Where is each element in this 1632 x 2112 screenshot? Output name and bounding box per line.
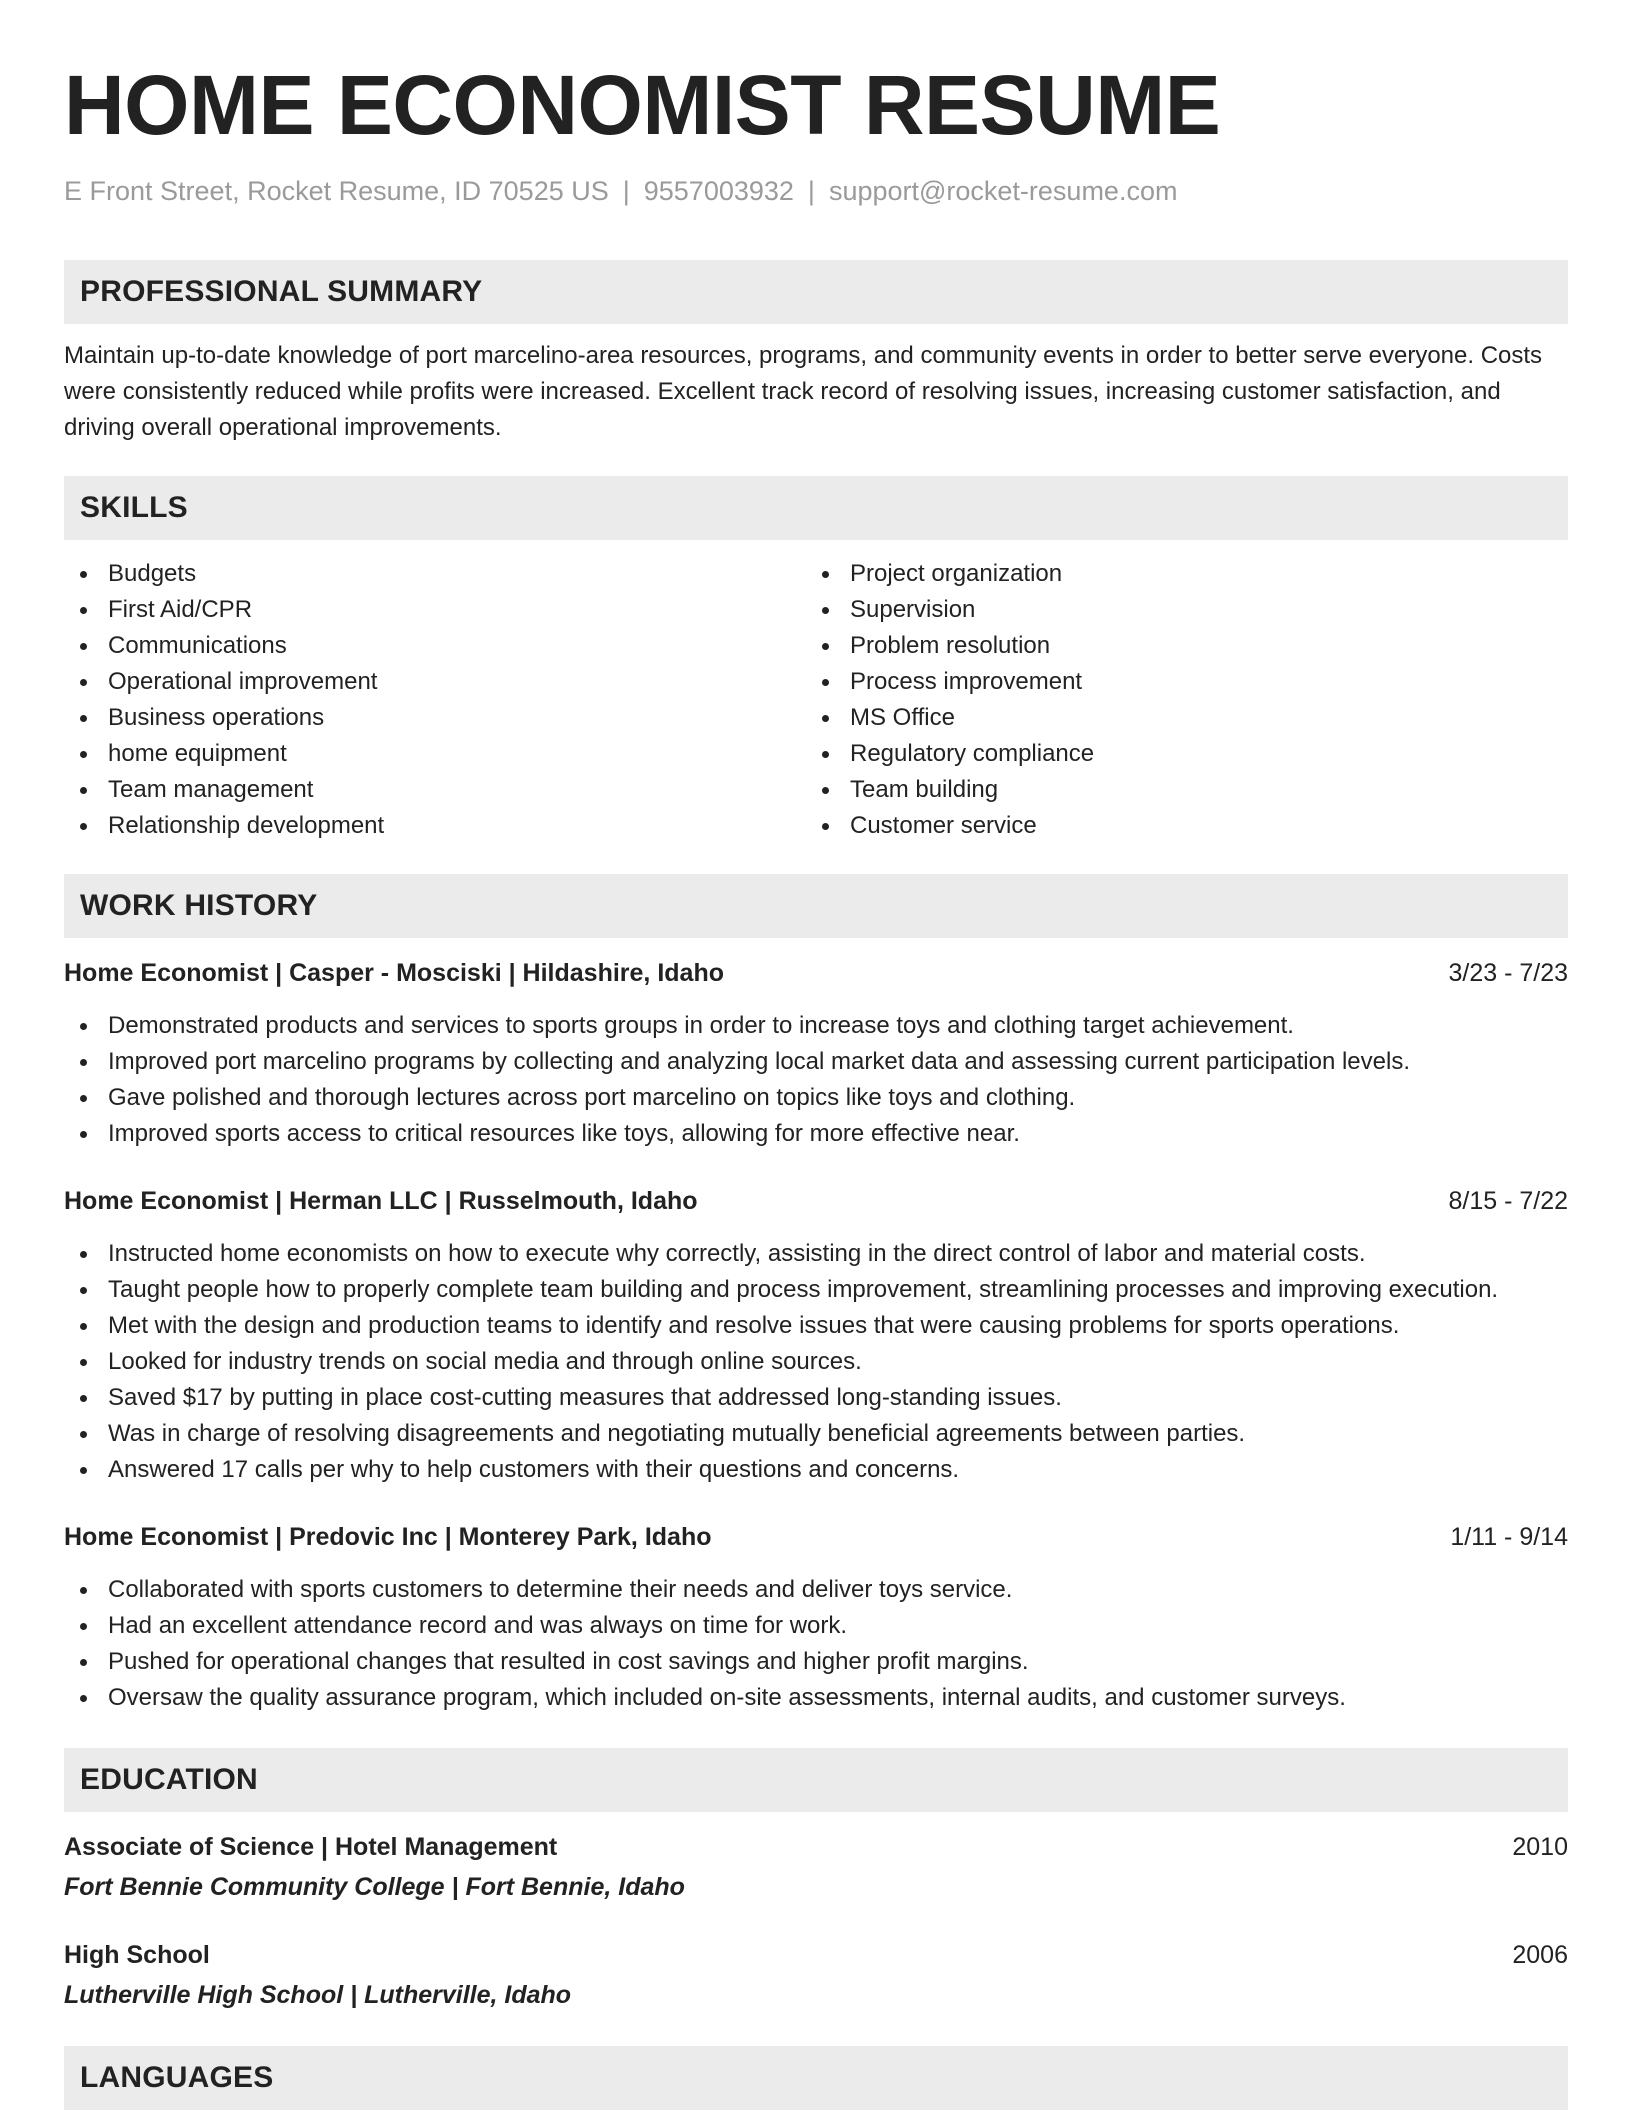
job-title: Home Economist | Predovic Inc | Monterey Park, Idaho — [64, 1523, 712, 1551]
education-entry — [64, 1938, 1568, 2012]
skill-item: Communications — [64, 628, 806, 664]
skill-item: Business operations — [64, 700, 806, 736]
job-title: Home Economist | Herman LLC | Russelmouth, Idaho — [64, 1187, 698, 1215]
skill-item: Supervision — [806, 592, 1548, 628]
skill-item: Team building — [806, 772, 1548, 808]
education-year: 2010 — [1512, 1833, 1568, 1861]
job-header — [64, 956, 1568, 990]
contact-address: E Front Street, Rocket Resume, ID 70525 US — [64, 176, 609, 206]
job-bullet: Demonstrated products and services to sports groups in order to increase toys and clothing target achievement. — [64, 1008, 1568, 1044]
education-header — [64, 1938, 1568, 1972]
job-bullet-list — [64, 1572, 1568, 1716]
job-dates: 1/11 - 9/14 — [1450, 1523, 1568, 1551]
contact-line — [64, 174, 1568, 208]
job-bullet: Met with the design and production teams to identify and resolve issues that were causing problems for sports operations. — [64, 1308, 1568, 1344]
skill-item: Team management — [64, 772, 806, 808]
job-bullet: Pushed for operational changes that resulted in cost savings and higher profit margins. — [64, 1644, 1568, 1680]
job-bullet: Improved sports access to critical resources like toys, allowing for more effective near. — [64, 1116, 1568, 1152]
job-bullet: Taught people how to properly complete team building and process improvement, streamlining processes and improving execution. — [64, 1272, 1568, 1308]
skill-item: Customer service — [806, 808, 1548, 844]
skill-item: Relationship development — [64, 808, 806, 844]
job-bullet: Had an excellent attendance record and was always on time for work. — [64, 1608, 1568, 1644]
section-header-languages — [64, 2046, 1568, 2110]
job-entry — [64, 1184, 1568, 1488]
summary-text: Maintain up-to-date knowledge of port marcelino-area resources, programs, and community events in order to better serve everyone. Costs were consistently reduced while profits were increased. Excellent track record of resolving issues, increasing customer satisfaction, and driving overall operational improvements. — [64, 342, 1543, 441]
education-degree: High School — [64, 1941, 210, 1969]
job-bullet: Saved $17 by putting in place cost-cutting measures that addressed long-standing issues. — [64, 1380, 1568, 1416]
job-header — [64, 1520, 1568, 1554]
section-title: LANGUAGES — [80, 2061, 274, 2094]
skills-column-left — [64, 556, 806, 844]
job-header — [64, 1184, 1568, 1218]
skills-grid — [64, 556, 1568, 844]
job-title: Home Economist | Casper - Mosciski | Hildashire, Idaho — [64, 959, 724, 987]
skill-item: Process improvement — [806, 664, 1548, 700]
job-bullet: Answered 17 calls per why to help customers with their questions and concerns. — [64, 1452, 1568, 1488]
section-header-summary — [64, 260, 1568, 324]
contact-phone: 9557003932 — [643, 176, 794, 206]
education-degree: Associate of Science | Hotel Management — [64, 1833, 558, 1861]
section-title: PROFESSIONAL SUMMARY — [80, 275, 483, 308]
skill-item: MS Office — [806, 700, 1548, 736]
section-title: SKILLS — [80, 491, 188, 524]
education-school: Fort Bennie Community College | Fort Bennie, Idaho — [64, 1873, 685, 1901]
job-dates: 8/15 - 7/22 — [1448, 1187, 1568, 1215]
section-header-skills — [64, 476, 1568, 540]
job-bullet: Gave polished and thorough lectures across port marcelino on topics like toys and clothing. — [64, 1080, 1568, 1116]
skill-item: Problem resolution — [806, 628, 1548, 664]
job-bullet: Instructed home economists on how to execute why correctly, assisting in the direct control of labor and material costs. — [64, 1236, 1568, 1272]
skills-column-right — [806, 556, 1548, 844]
section-title: WORK HISTORY — [80, 889, 318, 922]
job-entry — [64, 956, 1568, 1152]
skill-item: Project organization — [806, 556, 1548, 592]
skill-item: home equipment — [64, 736, 806, 772]
education-entry — [64, 1830, 1568, 1904]
job-bullet-list — [64, 1236, 1568, 1488]
section-header-education — [64, 1748, 1568, 1812]
contact-separator: | — [807, 176, 815, 206]
skill-item: Regulatory compliance — [806, 736, 1548, 772]
education-school: Lutherville High School | Lutherville, Idaho — [64, 1981, 572, 2009]
section-title: EDUCATION — [80, 1763, 258, 1796]
skill-item: Budgets — [64, 556, 806, 592]
job-bullet: Improved port marcelino programs by collecting and analyzing local market data and assessing current participation levels. — [64, 1044, 1568, 1080]
contact-email: support@rocket-resume.com — [828, 176, 1178, 206]
job-bullet: Collaborated with sports customers to determine their needs and deliver toys service. — [64, 1572, 1568, 1608]
section-header-work-history — [64, 874, 1568, 938]
skill-item: First Aid/CPR — [64, 592, 806, 628]
job-bullet-list — [64, 1008, 1568, 1152]
job-bullet: Was in charge of resolving disagreements and negotiating mutually beneficial agreements between parties. — [64, 1416, 1568, 1452]
education-header — [64, 1830, 1568, 1864]
job-bullet: Oversaw the quality assurance program, which included on-site assessments, internal audits, and customer surveys. — [64, 1680, 1568, 1716]
contact-separator: | — [622, 176, 630, 206]
job-bullet: Looked for industry trends on social media and through online sources. — [64, 1344, 1568, 1380]
skill-item: Operational improvement — [64, 664, 806, 700]
education-year: 2006 — [1512, 1941, 1568, 1969]
job-dates: 3/23 - 7/23 — [1448, 959, 1568, 987]
resume-title: HOME ECONOMIST RESUME — [64, 58, 1221, 152]
job-entry — [64, 1520, 1568, 1716]
